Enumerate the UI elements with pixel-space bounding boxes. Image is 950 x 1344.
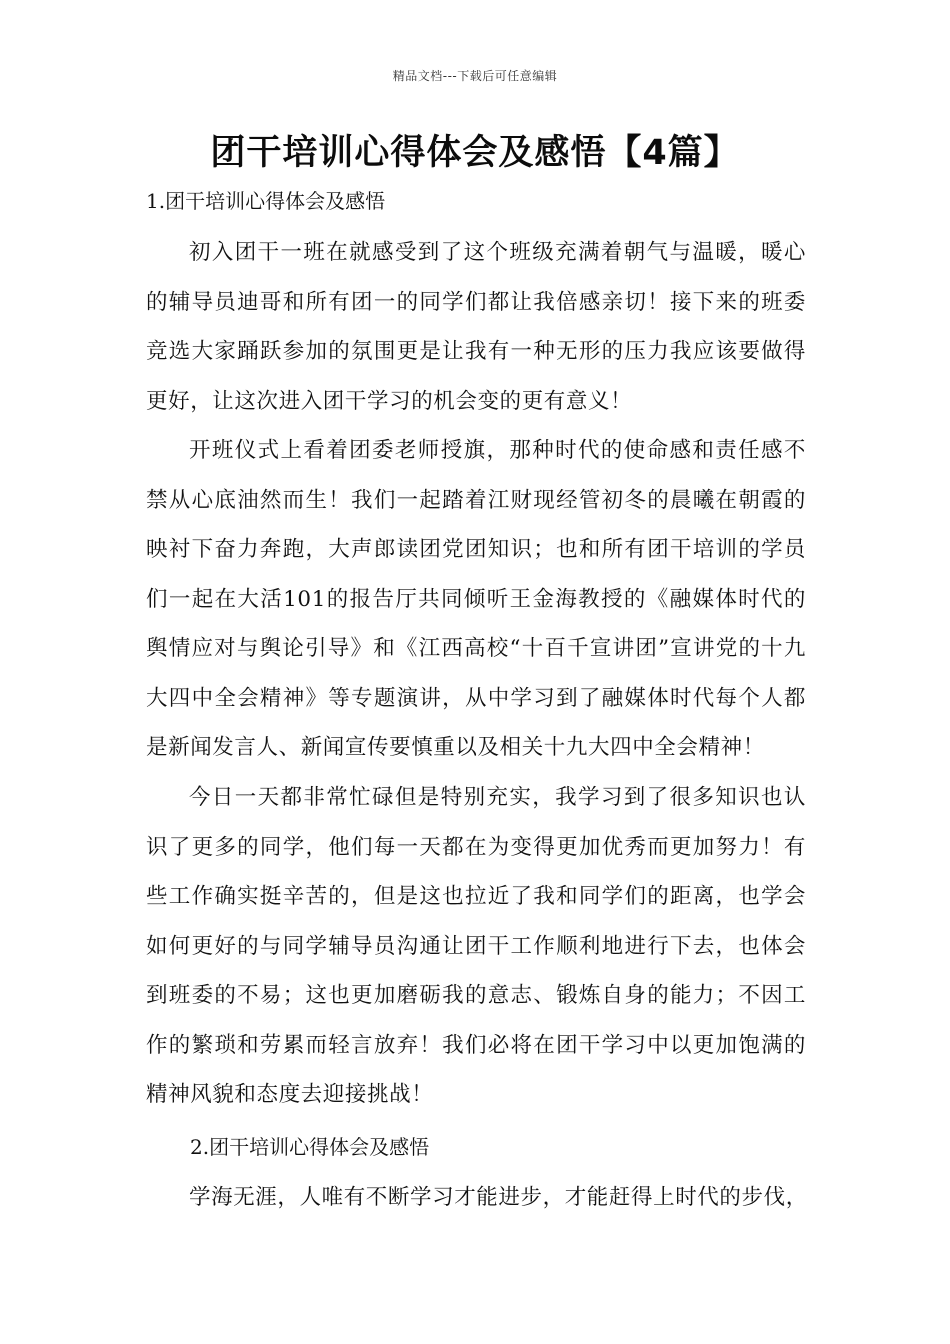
paragraph-1: 初入团干一班在就感受到了这个班级充满着朝气与温暖，暖心的辅导员迪哥和所有团一的同学们都让我倍感亲切！接下来的班委竞选大家踊跃参加的氛围更是让我有一种无形的压力我应该要做得更好，让这次进入团干学习的机会变的更有意义！ [146,240,806,414]
document-title: 团干培训心得体会及感悟【4篇】 [210,133,740,173]
header-watermark: 精品文档---下载后可任意编辑 [392,69,558,83]
paragraph-4: 学海无涯，人唯有不断学习才能进步，才能赶得上时代的步伐， [189,1185,808,1210]
paragraph-3: 今日一天都非常忙碌但是特别充实，我学习到了很多知识也认识了更多的同学，他们每一天都在为变得更加优秀而更加努力！有些工作确实挺辛苦的，但是这也拉近了我和同学们的距离，也学会如何更好的与同学辅导员沟通让团干工作顺利地进行下去，也体会到班委的不易；这也更加磨砺我的意志、锻炼自身的能力；不因工作的繁琐和劳累而轻言放弃！我们必将在团干学习中以更加饱满的精神风貌和态度去迎接挑战！ [146,785,806,1107]
paragraph-2: 开班仪式上看着团委老师授旗，那种时代的使命感和责任感不禁从心底油然而生！我们一起踏着江财现经管初冬的晨曦在朝霞的映衬下奋力奔跑，大声郎读团党团知识；也和所有团干培训的学员们一起在大活101的报告厅共同倾听王金海教授的《融媒体时代的舆情应对与舆论引导》和《江西高校“十百千宣讲团”宣讲党的十九大四中全会精神》等专题演讲，从中学习到了融媒体时代每个人都是新闻发言人、新闻宣传要慎重以及相关十九大四中全会精神！ [146,438,806,760]
section-2-heading: 2.团干培训心得体会及感悟 [190,1135,430,1159]
section-1-heading: 1.团干培训心得体会及感悟 [146,189,386,213]
